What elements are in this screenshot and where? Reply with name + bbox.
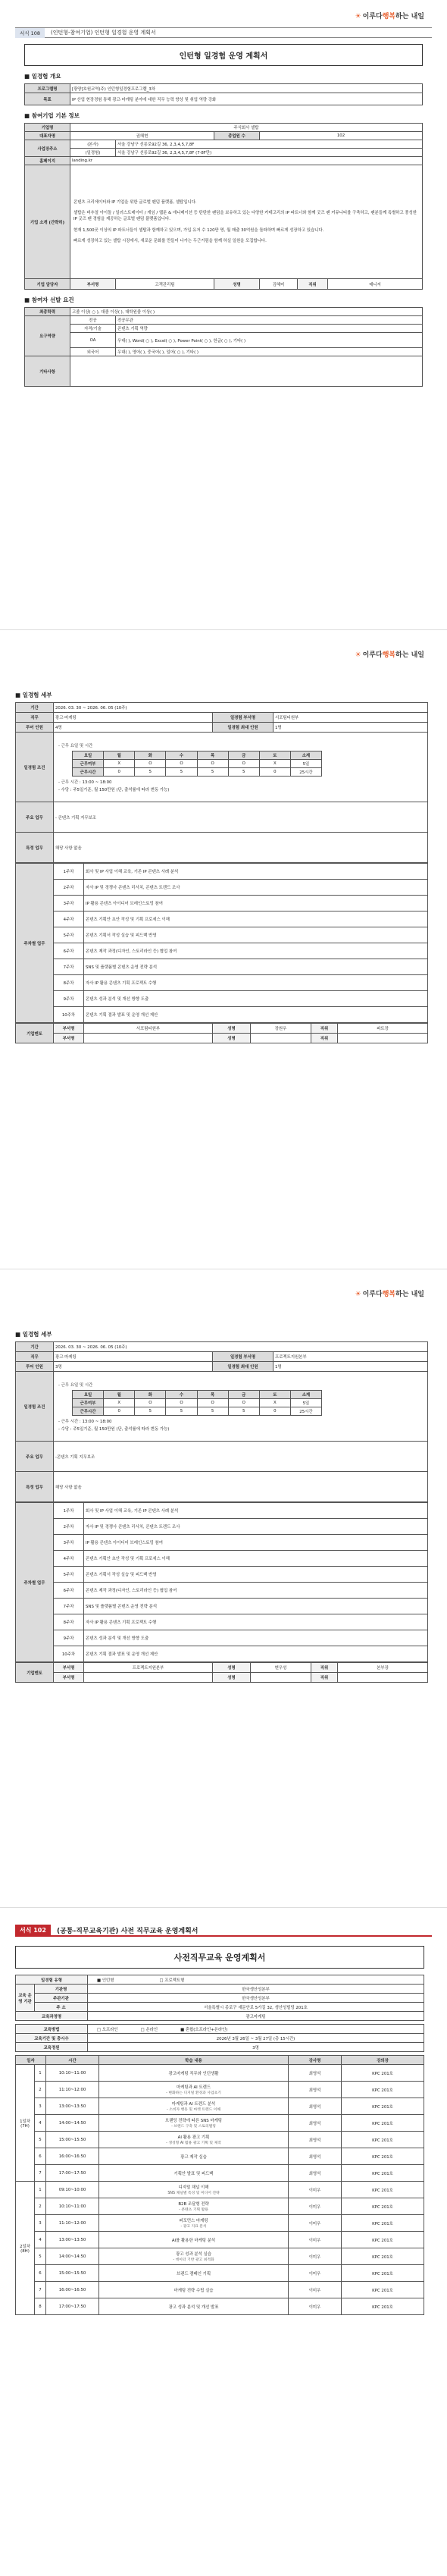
week-task: 콘텐츠 기획서 작성 실습 및 피드백 반영 bbox=[84, 927, 428, 943]
method-online-checkbox[interactable]: □ 온라인 bbox=[140, 2027, 158, 2032]
week-number: 10주차 bbox=[54, 1007, 84, 1023]
week-task: IP 활용 콘텐츠 아이디어 브레인스토밍 참여 bbox=[84, 1535, 428, 1551]
session-title: B2B 조달형 전략 bbox=[178, 2202, 209, 2207]
session-number: 4 bbox=[35, 2115, 46, 2132]
weekly-table-2 bbox=[15, 1502, 428, 1662]
session-content bbox=[99, 2232, 289, 2248]
table-row bbox=[16, 2165, 424, 2182]
work-hours: 5 bbox=[166, 767, 197, 776]
week-task: 콘텐츠 성과 분석 및 개선 방향 도출 bbox=[84, 991, 428, 1007]
session-tutor: 최영석 bbox=[289, 2115, 342, 2132]
session-content bbox=[99, 2098, 289, 2115]
work-days-table bbox=[72, 751, 322, 777]
session-title: 디지털 채널 이해 bbox=[178, 2185, 209, 2190]
form-number: 서식 102 bbox=[15, 1925, 51, 1936]
session-number: 2 bbox=[35, 2198, 46, 2215]
session-time: 16:00~16:50 bbox=[46, 2282, 99, 2298]
week-number: 6주차 bbox=[54, 943, 84, 959]
work-flag: O bbox=[228, 1398, 259, 1407]
week-task: SNS 및 플랫폼별 콘텐츠 운영 전략 분석 bbox=[84, 959, 428, 975]
session-time: 15:00~15:50 bbox=[46, 2132, 99, 2148]
schedule-table bbox=[15, 2055, 424, 2315]
work-flag: O bbox=[135, 1398, 166, 1407]
table-row bbox=[16, 943, 428, 959]
week-task: 콘텐츠 기획서 작성 실습 및 피드백 반영 bbox=[84, 1567, 428, 1583]
schedule-header: 일자 bbox=[16, 2056, 46, 2065]
mentor-table-2: 기업멘토 부서명 프로젝트지원본부 성명 변우성 직위 본부장 부서명 성명 직위 bbox=[15, 1662, 428, 1683]
section-detail: ■ 일경험 세부 bbox=[15, 1331, 52, 1338]
day-header: 요일 bbox=[73, 751, 104, 759]
session-room: KPC 201호 bbox=[342, 2232, 424, 2248]
requirements-table: 최종학력 고졸 이상( ○ ), 대졸 이상( ), 대학원졸 이상( ) 요구역량 전공 전공무관 자격/기술 콘텐츠 기획 역량 OA 우대( ), Word( ○ ), Excel( ○ ), Power Point( ○ ), 한글( ○ ), 기타( ) 외국어 우대( ), 영어( ), 중국어( ), 일어( ○ ), 기타( ) 기타사항 bbox=[24, 307, 423, 387]
session-content bbox=[99, 2182, 289, 2198]
work-hours: 5 bbox=[135, 1407, 166, 1415]
session-number: 8 bbox=[35, 2298, 46, 2315]
detail-table-2: 기간 2026. 03. 30 ~ 2026. 06. 05 (10주) 직무 광고·마케팅 일경험 부서명 프로젝트지원본부 투어 인원 3명 일경험 최대 인원 1명 일경험 조건 - 근무 요일 및 시간 요일 월 화 수 목 금 토 소계 근무여부 X O O O O X 5일 근무시간 0 5 5 5 5 0 25시간 - 근무 시간 : 13:00 ~ 18:00 - 수당 : 주5일기준, 월 150만원 (단, 출석률에 따라 변동 가능) 주요 업무 -콘텐츠 기획 지무보조 특정 업무 해당 사항 없음 bbox=[15, 1341, 428, 1502]
weekly-label: 주차별 업무 bbox=[16, 864, 54, 1023]
work-hours: 5 bbox=[197, 767, 228, 776]
table-row bbox=[16, 2115, 424, 2132]
session-tutor: 이미우 bbox=[289, 2215, 342, 2232]
section-overview: ■ 일경험 개요 bbox=[24, 73, 61, 80]
table-row bbox=[16, 1583, 428, 1599]
work-condition: - 근무 요일 및 시간 요일 월 화 수 목 금 토 소계 근무여부 X O O O O X 5일 근무시간 0 5 5 5 5 0 25시간 - 근무 시간 : 13:00 ~ 18:00 - 수당 : 주5일기준, 월 150만원 (단, 출석률에 따라 변동 가능) bbox=[54, 1372, 428, 1442]
week-number: 8주차 bbox=[54, 1614, 84, 1630]
method-table: 교육방법 □ 오프라인 □ 온라인 ■ 혼합(오프라인+온라인) 교육기간 및 총시수 2026년 3월 26일 ~ 3월 27일 (총 15시간) 교육정원 3명 bbox=[15, 2024, 424, 2052]
session-content bbox=[99, 2248, 289, 2265]
session-time: 11:10~12:00 bbox=[46, 2082, 99, 2098]
week-number: 5주차 bbox=[54, 1567, 84, 1583]
week-number: 9주차 bbox=[54, 1630, 84, 1646]
day-hours: (7H) bbox=[20, 2123, 30, 2129]
work-hours: 5 bbox=[135, 767, 166, 776]
row-label: 근무여부 bbox=[73, 1398, 104, 1407]
page-2 bbox=[0, 629, 447, 1269]
session-number: 3 bbox=[35, 2098, 46, 2115]
table-row bbox=[16, 2298, 424, 2315]
weekly-table-1 bbox=[15, 863, 428, 1023]
mentor-table-1: 기업멘토 부서명 서포팀티원부 성명 장원우 직위 파트장 부서명 성명 직위 bbox=[15, 1023, 428, 1043]
week-number: 9주차 bbox=[54, 991, 84, 1007]
schedule-header: 강의장 bbox=[342, 2056, 424, 2065]
day-header: 목 bbox=[197, 1390, 228, 1398]
week-task: 콘텐츠 기획안 초안 작성 및 기획 프로세스 이해 bbox=[84, 911, 428, 927]
work-flag: X bbox=[104, 1398, 135, 1407]
detail-table-1: 기간 2026. 03. 30 ~ 2026. 06. 05 (10주) 직무 광고·마케팅 일경험 부서명 서포팀티원부 투어 인원 4명 일경험 최대 인원 1명 일경험 조건 - 근무 요일 및 시간 요일 월 화 수 목 금 토 소계 근무여부 X O O O O X 5일 근무시간 0 5 5 5 5 0 25시간 - 근무 시간 : 13:00 ~ 18:00 - 수당 : 주5일기준, 월 150만원 (단, 출석률에 따라 변동 가능) 주요 업무 - 콘텐츠 기획 지무보조 특정 업무 해당 사항 없음 bbox=[15, 702, 428, 863]
session-time: 14:00~14:50 bbox=[46, 2248, 99, 2265]
table-row bbox=[16, 2232, 424, 2248]
session-content bbox=[99, 2215, 289, 2232]
table-row bbox=[16, 959, 428, 975]
table-row bbox=[16, 2265, 424, 2282]
session-room: KPC 201호 bbox=[342, 2298, 424, 2315]
table-row bbox=[16, 2065, 424, 2082]
work-hours: 5 bbox=[166, 1407, 197, 1415]
work-hours: 5 bbox=[228, 1407, 259, 1415]
week-number: 4주차 bbox=[54, 1551, 84, 1567]
weekly-label: 주차별 업무 bbox=[16, 1503, 54, 1662]
table-row bbox=[16, 1646, 428, 1662]
session-number: 6 bbox=[35, 2265, 46, 2282]
session-room: KPC 201호 bbox=[342, 2265, 424, 2282]
day-header: 화 bbox=[135, 1390, 166, 1398]
day-header: 목 bbox=[197, 751, 228, 759]
work-hours: 0 bbox=[104, 1407, 135, 1415]
session-room: KPC 201호 bbox=[342, 2282, 424, 2298]
section-company: ■ 참여기업 기본 정보 bbox=[24, 112, 80, 119]
session-title: 광고 제작 실습 bbox=[180, 2154, 207, 2160]
day-header: 수 bbox=[166, 1390, 197, 1398]
session-detail: - 생성형 AI 활용 광고 기획 및 제작 bbox=[166, 2141, 221, 2145]
session-detail: - 광고 지표 분석 bbox=[180, 2225, 207, 2229]
work-flag: O bbox=[228, 759, 259, 767]
row-label: 근무시간 bbox=[73, 767, 104, 776]
schedule-header: 학습 내용 bbox=[99, 2056, 289, 2065]
session-content bbox=[99, 2065, 289, 2082]
type-project-checkbox[interactable]: □ 프로젝트형 bbox=[159, 1978, 185, 1983]
company-intro: 콘텐츠 크리에이터와 IP 기업을 위한 글로벌 팬덤 플랫폼, 셀탑입니다. 셀탑은 버추얼 아이돌 / 일러스트레이터 / 게임 / 웹툰 & 애니메이션 등 탄탄한 팬덤을 보유하고 있는 다양한 카테고리의 IP 파트너와 함께 굿즈 팬 커뮤니티를 구축하고, 팬분들께 특별하고 풍성한 IP 굿즈 팬 경험을 제공하는 글로벌 팬덤 플랫폼입니다. 현재 1,500곳 이상의 IP 파트너들이 셀탑과 함께하고 있으며, 가입 유저 수 120만 명, 월 매출 30억원을 돌파하며 빠르게 성장하고 있습니다. 빠르게 성장하고 있는 셀탑 시장에서, 새로운 문화를 만들어 나가는 두근거림을 함께 하실 일원을 모집합니다. bbox=[70, 165, 423, 279]
day-header: 금 bbox=[228, 1390, 259, 1398]
day-header: 화 bbox=[135, 751, 166, 759]
page-3 bbox=[0, 1269, 447, 1907]
day-cell bbox=[16, 2065, 35, 2182]
session-room: KPC 201호 bbox=[342, 2082, 424, 2098]
week-number: 2주차 bbox=[54, 880, 84, 896]
table-row bbox=[16, 1630, 428, 1646]
sun-icon: ☀ bbox=[355, 651, 361, 659]
week-number: 7주차 bbox=[54, 1599, 84, 1614]
week-number: 3주차 bbox=[54, 1535, 84, 1551]
session-time: 15:00~15:50 bbox=[46, 2265, 99, 2282]
table-row bbox=[16, 2082, 424, 2098]
type-intern-checkbox[interactable]: ■ 인턴형 bbox=[97, 1978, 114, 1983]
session-title: 기획안 발표 및 피드백 bbox=[173, 2171, 214, 2176]
session-title: 브랜드 캠페인 기획 bbox=[176, 2271, 211, 2276]
work-condition: - 근무 요일 및 시간 요일 월 화 수 목 금 토 소계 근무여부 X O O O O X 5일 근무시간 0 5 5 5 5 0 25시간 - 근무 시간 : 13:00 ~ 18:00 - 수당 : 주5일기준, 월 150만원 (단, 출석률에 따라 변동 가능) bbox=[54, 733, 428, 802]
session-tutor: 이미우 bbox=[289, 2182, 342, 2198]
session-title: 마케팅과 AI 트렌드 분석 bbox=[171, 2102, 216, 2107]
row-label: 근무여부 bbox=[73, 759, 104, 767]
session-tutor: 최영석 bbox=[289, 2132, 342, 2148]
work-hours: 25시간 bbox=[290, 1407, 321, 1415]
session-title: 광고 성과 분석 실습 bbox=[176, 2252, 211, 2257]
work-hours: 0 bbox=[259, 767, 290, 776]
session-tutor: 최영석 bbox=[289, 2082, 342, 2098]
day-cell bbox=[16, 2182, 35, 2315]
session-content bbox=[99, 2282, 289, 2298]
work-flag: X bbox=[259, 1398, 290, 1407]
table-row bbox=[16, 911, 428, 927]
session-time: 17:00~17:50 bbox=[46, 2298, 99, 2315]
table-row bbox=[16, 2215, 424, 2232]
session-content bbox=[99, 2148, 289, 2165]
session-detail: - 소비자 행동 및 마켓 트렌드 이해 bbox=[166, 2108, 221, 2112]
table-row bbox=[16, 2098, 424, 2115]
session-number: 1 bbox=[35, 2182, 46, 2198]
form-title: (인턴형-참여기업) 인턴형 일경험 운영 계획서 bbox=[51, 30, 156, 36]
company-table: 기업명 주식회사 셀탑 대표자명 권혜현 종업원 수 102 사업장주소 (본사) 서울 강남구 선릉로92길 36, 2,3,4,5,7,8F (일경험) 서울 강남구 선릉로92길 36, 2,3,4,5,7,8F (7·8F만) 홈페이지 landing.kr 기업 소개 (간략히) 콘텐츠 크리에이터와 IP 기업을 위한 글로벌 팬덤 플랫폼, 셀탑입니다. 셀탑은 버추얼 아이돌 / 일러스트레이터 / 게임 / 웹툰 & 애니메이션 등 탄탄한 팬덤을 보유하고 있는 다양한 카테고리의 IP 파트너와 함께 굿즈 팬 커뮤니티를 구축하고, 팬분들께 특별하고 풍성한 IP 굿즈 팬 경험을 제공하는 글로벌 팬덤 플랫폼입니다. 현재 1,500곳 이상의 IP 파트너들이 셀탑과 함께하고 있으며, 가입 유저 수 120만 명, 월 매출 30억원을 돌파하며 빠르게 성장하고 있습니다. 빠르게 성장하고 있는 셀탑 시장에서, 새로운 문화를 만들어 나가는 두근거림을 함께 하실 일원을 모집합니다. 기업 담당자 부서명 고객관리팀 성명 김혜미 직위 매니저 bbox=[24, 123, 423, 290]
day-header: 요일 bbox=[73, 1390, 104, 1398]
day-hours: (8H) bbox=[20, 2248, 30, 2254]
session-title: AI 활용 광고 기획 bbox=[177, 2135, 210, 2140]
session-detail: - 콘텐츠 기획 활용 bbox=[179, 2208, 208, 2212]
form-title: (공통-직무교육기관) 사전 직무교육 운영계획서 bbox=[56, 1927, 198, 1935]
session-content bbox=[99, 2082, 289, 2098]
work-flag: X bbox=[104, 759, 135, 767]
work-flag: O bbox=[166, 759, 197, 767]
work-flag: X bbox=[259, 759, 290, 767]
session-room: KPC 201호 bbox=[342, 2182, 424, 2198]
week-number: 10주차 bbox=[54, 1646, 84, 1662]
schedule-header: 시간 bbox=[46, 2056, 99, 2065]
session-time: 16:00~16:50 bbox=[46, 2148, 99, 2165]
table-row bbox=[16, 991, 428, 1007]
table-row bbox=[16, 1519, 428, 1535]
session-detail: - 브랜드 구축 및 스토리텔링 bbox=[171, 2125, 216, 2129]
section-requirements: ■ 참여자 선발 요건 bbox=[24, 297, 74, 303]
row-label: 근무시간 bbox=[73, 1407, 104, 1415]
table-row bbox=[16, 2248, 424, 2265]
work-hours: 25시간 bbox=[290, 767, 321, 776]
session-time: 10:10~11:00 bbox=[46, 2198, 99, 2215]
table-row bbox=[16, 975, 428, 991]
form-header bbox=[15, 1925, 432, 1937]
day-header: 토 bbox=[259, 751, 290, 759]
course-info-table: 일경험 유형 ■ 인턴형 □ 프로젝트형 교육 운영 기관 기관명 한국생산성본부 주관기관 한국생산성본부 주 소 서울특별시 종로구 새문안로 5가길 32, 생산성빌딩 201호 교육과정명 광고마케팅 bbox=[15, 1975, 424, 2021]
table-row bbox=[16, 2198, 424, 2215]
table-row bbox=[16, 1503, 428, 1519]
session-title: 광고 성과 분석 및 개선 발표 bbox=[168, 2305, 219, 2310]
session-content bbox=[99, 2132, 289, 2148]
week-task: 자사 IP 활용 콘텐츠 기획 프로젝트 수행 bbox=[84, 1614, 428, 1630]
session-title: 마케팅 전략 수립 실습 bbox=[173, 2288, 214, 2293]
week-task: 자사 IP 활용 콘텐츠 기획 프로젝트 수행 bbox=[84, 975, 428, 991]
session-number: 6 bbox=[35, 2148, 46, 2165]
session-number: 7 bbox=[35, 2165, 46, 2182]
session-number: 5 bbox=[35, 2132, 46, 2148]
session-time: 13:00~13:50 bbox=[46, 2098, 99, 2115]
table-row bbox=[16, 1599, 428, 1614]
work-flag: 5일 bbox=[290, 1398, 321, 1407]
table-row bbox=[16, 927, 428, 943]
session-tutor: 최영석 bbox=[289, 2148, 342, 2165]
day-label: 2일차 bbox=[20, 2244, 30, 2249]
work-flag: O bbox=[197, 759, 228, 767]
table-row bbox=[16, 1614, 428, 1630]
method-offline-checkbox[interactable]: □ 오프라인 bbox=[97, 2027, 118, 2032]
session-room: KPC 201호 bbox=[342, 2198, 424, 2215]
logo: ☀ 이루다행복하는 내일 bbox=[355, 651, 424, 659]
doc-title: 사전직무교육 운영계획서 bbox=[15, 1946, 424, 1969]
session-title: 광고마케팅 직무와 인턴생활 bbox=[168, 2071, 219, 2076]
week-task: 콘텐츠 제작 과정(디자인, 스토리라인 등) 협업 참여 bbox=[84, 943, 428, 959]
session-time: 11:10~12:00 bbox=[46, 2215, 99, 2232]
day-header: 소계 bbox=[290, 751, 321, 759]
session-tutor: 이미우 bbox=[289, 2265, 342, 2282]
week-task: SNS 및 플랫폼별 콘텐츠 운영 전략 분석 bbox=[84, 1599, 428, 1614]
week-task: 회사 및 IP 사업 이해 교육, 기존 IP 콘텐츠 사례 분석 bbox=[84, 1503, 428, 1519]
week-task: 자사 IP 및 경쟁사 콘텐츠 리서치, 콘텐츠 트렌드 조사 bbox=[84, 880, 428, 896]
week-number: 3주차 bbox=[54, 896, 84, 911]
week-number: 7주차 bbox=[54, 959, 84, 975]
table-row bbox=[16, 1551, 428, 1567]
session-content bbox=[99, 2298, 289, 2315]
day-header: 소계 bbox=[290, 1390, 321, 1398]
sun-icon: ☀ bbox=[355, 1291, 361, 1298]
form-header bbox=[15, 27, 432, 38]
table-row bbox=[16, 2148, 424, 2165]
session-tutor: 이미우 bbox=[289, 2282, 342, 2298]
week-number: 6주차 bbox=[54, 1583, 84, 1599]
table-row bbox=[16, 1535, 428, 1551]
table-row bbox=[16, 2282, 424, 2298]
page-4 bbox=[0, 1907, 447, 2576]
work-hours: 5 bbox=[228, 767, 259, 776]
session-time: 13:00~13:50 bbox=[46, 2232, 99, 2248]
sun-icon: ☀ bbox=[355, 13, 361, 20]
session-room: KPC 201호 bbox=[342, 2065, 424, 2082]
session-room: KPC 201호 bbox=[342, 2165, 424, 2182]
session-number: 2 bbox=[35, 2082, 46, 2098]
schedule-header: 강사명 bbox=[289, 2056, 342, 2065]
work-flag: O bbox=[197, 1398, 228, 1407]
table-row bbox=[16, 880, 428, 896]
session-content bbox=[99, 2265, 289, 2282]
table-row bbox=[16, 1567, 428, 1583]
week-task: 자사 IP 및 경쟁사 콘텐츠 리서치, 콘텐츠 트렌드 조사 bbox=[84, 1519, 428, 1535]
session-time: 09:10~10:00 bbox=[46, 2182, 99, 2198]
day-header: 토 bbox=[259, 1390, 290, 1398]
session-tutor: 최영석 bbox=[289, 2098, 342, 2115]
session-room: KPC 201호 bbox=[342, 2215, 424, 2232]
work-hours: 5 bbox=[197, 1407, 228, 1415]
work-hours: 0 bbox=[259, 1407, 290, 1415]
session-detail: - 변화하는 디지털 환경과 사업초기 bbox=[166, 2091, 221, 2095]
session-time: 17:00~17:50 bbox=[46, 2165, 99, 2182]
session-detail: SNS 채널별 특성 및 미디어 전략 bbox=[167, 2192, 220, 2195]
session-title: 브랜딩 전략에 따른 SNS 마케팅 bbox=[165, 2119, 223, 2123]
day-label: 1일차 bbox=[20, 2119, 30, 2124]
session-number: 5 bbox=[35, 2248, 46, 2265]
day-header: 월 bbox=[104, 1390, 135, 1398]
session-content bbox=[99, 2198, 289, 2215]
session-title: 마케팅과 AI 트렌드 bbox=[176, 2085, 211, 2090]
table-row bbox=[16, 2132, 424, 2148]
method-mixed-checkbox[interactable]: ■ 혼합(오프라인+온라인) bbox=[180, 2027, 228, 2032]
session-number: 4 bbox=[35, 2232, 46, 2248]
session-tutor: 이미우 bbox=[289, 2232, 342, 2248]
session-title: AI를 활용한 마케팅 분석 bbox=[171, 2238, 216, 2243]
week-number: 2주차 bbox=[54, 1519, 84, 1535]
table-row bbox=[16, 2182, 424, 2198]
session-content bbox=[99, 2115, 289, 2132]
week-number: 4주차 bbox=[54, 911, 84, 927]
week-number: 1주차 bbox=[54, 864, 84, 880]
week-task: 회사 및 IP 사업 이해 교육, 기존 IP 콘텐츠 사례 분석 bbox=[84, 864, 428, 880]
session-tutor: 이미우 bbox=[289, 2248, 342, 2265]
form-number: 서식 108 bbox=[15, 28, 45, 38]
section-detail: ■ 일경험 세부 bbox=[15, 692, 52, 698]
table-row bbox=[16, 864, 428, 880]
day-header: 금 bbox=[228, 751, 259, 759]
table-row bbox=[16, 1007, 428, 1023]
overview-table: 프로그램명 [광양]호원교역(주) 인턴형일경험프로그램_3차 목표 IP 산업 현장경험 통해 광고·마케팅 분야에 대한 직무 능력 향상 및 취업 역량 강화 bbox=[24, 83, 423, 105]
session-number: 1 bbox=[35, 2065, 46, 2082]
week-task: 콘텐츠 성과 분석 및 개선 방향 도출 bbox=[84, 1630, 428, 1646]
session-number: 3 bbox=[35, 2215, 46, 2232]
session-number: 7 bbox=[35, 2282, 46, 2298]
work-hours: 0 bbox=[104, 767, 135, 776]
session-detail: - 데이터 기반 광고 최적화 bbox=[173, 2258, 214, 2262]
session-room: KPC 201호 bbox=[342, 2132, 424, 2148]
week-task: 콘텐츠 기획 결과 발표 및 운영 개선 제안 bbox=[84, 1007, 428, 1023]
week-task: 콘텐츠 기획안 초안 작성 및 기획 프로세스 이해 bbox=[84, 1551, 428, 1567]
session-tutor: 최영석 bbox=[289, 2065, 342, 2082]
day-header: 월 bbox=[104, 751, 135, 759]
session-time: 10:10~11:00 bbox=[46, 2065, 99, 2082]
logo: ☀ 이루다행복하는 내일 bbox=[355, 1291, 424, 1298]
session-room: KPC 201호 bbox=[342, 2248, 424, 2265]
session-tutor: 이미우 bbox=[289, 2198, 342, 2215]
session-room: KPC 201호 bbox=[342, 2098, 424, 2115]
week-task: IP 활용 콘텐츠 아이디어 브레인스토밍 참여 bbox=[84, 896, 428, 911]
week-number: 8주차 bbox=[54, 975, 84, 991]
logo: ☀ 이루다행복하는 내일 bbox=[355, 13, 424, 20]
session-tutor: 이미우 bbox=[289, 2298, 342, 2315]
session-title: 퍼포먼스 마케팅 bbox=[179, 2219, 208, 2223]
page-1 bbox=[0, 0, 447, 629]
table-row bbox=[16, 896, 428, 911]
session-content bbox=[99, 2165, 289, 2182]
doc-title: 인턴형 일경험 운영 계획서 bbox=[24, 44, 423, 66]
day-header: 수 bbox=[166, 751, 197, 759]
week-number: 1주차 bbox=[54, 1503, 84, 1519]
session-room: KPC 201호 bbox=[342, 2148, 424, 2165]
week-task: 콘텐츠 기획 결과 발표 및 운영 개선 제안 bbox=[84, 1646, 428, 1662]
session-tutor: 최영석 bbox=[289, 2165, 342, 2182]
work-flag: O bbox=[166, 1398, 197, 1407]
work-flag: O bbox=[135, 759, 166, 767]
week-number: 5주차 bbox=[54, 927, 84, 943]
work-days-table bbox=[72, 1390, 322, 1416]
work-flag: 5일 bbox=[290, 759, 321, 767]
session-room: KPC 201호 bbox=[342, 2115, 424, 2132]
week-task: 콘텐츠 제작 과정(디자인, 스토리라인 등) 협업 참여 bbox=[84, 1583, 428, 1599]
session-time: 14:00~14:50 bbox=[46, 2115, 99, 2132]
